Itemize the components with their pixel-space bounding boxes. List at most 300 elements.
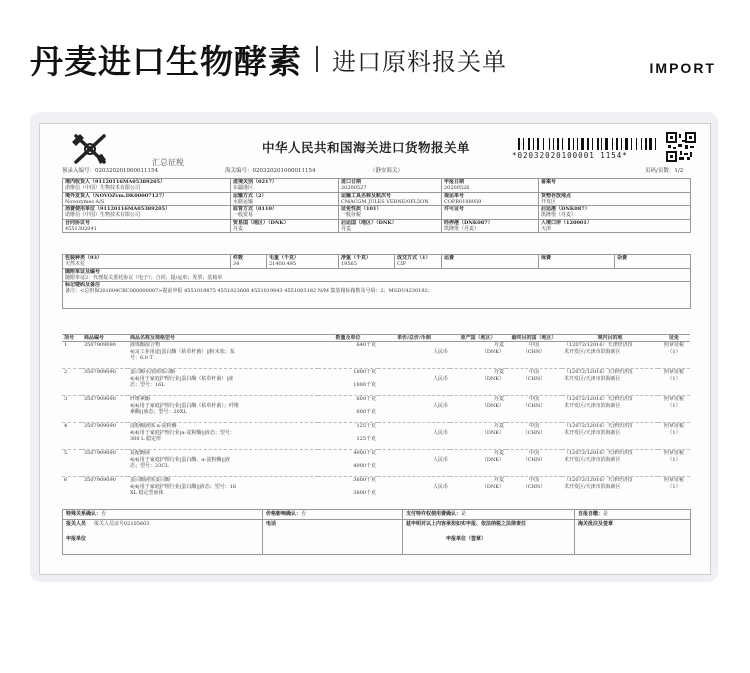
goods-cell — [450, 396, 506, 423]
goods-dest2: （CHN） — [522, 456, 546, 463]
barcode-bar — [653, 138, 654, 150]
goods-qty2: 1800千克 — [353, 382, 376, 389]
bol-value: COPR0198959 — [444, 198, 482, 205]
goods-cell — [562, 342, 658, 369]
goods-cell — [82, 477, 128, 504]
terms-label: 成交方式（1） — [397, 255, 431, 261]
grid-row-parties — [63, 179, 691, 193]
goods-cell — [62, 477, 82, 504]
goods-cell — [128, 477, 318, 504]
goods-qty: 1800千克 — [353, 369, 376, 376]
goods-spec2: 号：6.0 T — [130, 355, 153, 362]
shipper-label: 境外发货人（NOVOZvm.DK00007127） — [65, 192, 168, 199]
royalty-value: 是 — [461, 511, 467, 517]
goods-header-cell: 原产国（地区） — [450, 335, 506, 342]
contract-value: 4551302041 — [65, 226, 97, 233]
self-tax-label: 自报自缴： — [578, 511, 604, 517]
goods-no: 4 — [64, 423, 68, 430]
goods-cell — [506, 477, 562, 504]
goods-no: 5 — [64, 450, 68, 457]
bol-label: 提运单号 — [444, 192, 465, 199]
goods-name: 液体酶混合物 — [130, 342, 161, 349]
barcode-bar — [609, 138, 611, 150]
goods-dest2: （CHN） — [522, 429, 546, 436]
goods-spec2: 素酶||液态；型号：20XL — [130, 409, 187, 416]
vessel-label: 运输工具名称及航次号 — [341, 192, 392, 199]
barcode-bar — [564, 138, 567, 150]
trade-country-label: 贸易国（地区）（DNK） — [233, 219, 289, 226]
consumer-value: 诺维信（中国）生物技术有限公司 — [65, 212, 141, 219]
barcode-bar — [641, 138, 642, 150]
goods-price: 人民币 — [432, 348, 448, 355]
page-count: 页码/页数：1/2 — [645, 168, 684, 174]
goods-cell — [506, 342, 562, 369]
goods-code: 3507909090 — [84, 396, 116, 403]
goods-dest2: （CHN） — [522, 348, 546, 355]
goods-cell — [378, 369, 450, 396]
goods-levy2: （1） — [667, 402, 681, 409]
barcode-bar — [633, 138, 635, 150]
barcode-bar — [612, 138, 613, 150]
via-port-label: 经停港（DNK087） — [444, 219, 493, 226]
self-tax-value: 是 — [603, 511, 609, 517]
goods-cell — [128, 450, 318, 477]
goods-price: 人民币 — [432, 483, 448, 490]
goods-cell — [562, 369, 658, 396]
barcode-bar — [540, 138, 542, 150]
goods-name: 蛋白酶水溶液体白酶 — [130, 369, 176, 376]
barcode-bar — [631, 138, 632, 150]
barcode-bar — [575, 138, 577, 150]
goods-cell — [128, 396, 318, 423]
goods-domestic: （12072/12016）天津经济技 — [564, 450, 633, 457]
insurance-label: 保费 — [541, 255, 552, 261]
customs-number: 海关编号：020320201000011154 — [225, 168, 316, 174]
goods-levy: 照章征税 — [663, 342, 684, 349]
goods-cell — [318, 369, 378, 396]
barcode-bar — [648, 138, 649, 150]
goods-domestic2: 术开发区/天津市滨海新区 — [564, 348, 621, 355]
royalty-label: 支付特许权使用费确认： — [406, 511, 462, 517]
barcode-bar — [597, 138, 599, 150]
goods-cell — [450, 342, 506, 369]
barcode-bar — [549, 138, 550, 150]
barcode-bar — [528, 138, 531, 150]
price-impact-label: 价格影响确认： — [266, 511, 302, 517]
goods-cell — [658, 450, 690, 477]
origin-country-label: 启运国（地区）（DNK） — [341, 219, 397, 226]
barcode-bar — [638, 138, 640, 150]
barcode-bar — [621, 138, 622, 150]
marks-value: 备注：<总担保201604CRC060000007>提前申报 4551019875 4551023608 4551019843 4551003182 N/M 集装箱标箱数及号码：2；MSDU4230192； — [65, 288, 433, 295]
barcode-bar — [657, 138, 659, 150]
barcode-bar — [571, 138, 572, 150]
goods-origin: 丹麦 — [493, 450, 504, 457]
customs-emblem-icon — [70, 132, 110, 166]
declarant-label: 报关人员 — [66, 521, 87, 527]
barcode-bar — [601, 138, 602, 150]
headline-divider — [316, 46, 318, 72]
footer-confirm-row — [63, 510, 691, 520]
barcode-bar — [623, 138, 625, 150]
transport-value: 水路运输 — [233, 198, 254, 205]
goods-origin2: （DNK） — [481, 429, 504, 436]
goods-levy: 照章征税 — [663, 423, 684, 430]
goods-row — [62, 423, 690, 450]
declaration-footer — [62, 509, 691, 555]
port-label: 进境关别（0217） — [233, 179, 277, 185]
goods-spec: 4|4|用于家庭护理行业|蛋白酶（枯草杆菌）；纤维 — [130, 402, 239, 409]
transport-label: 运输方式（2） — [233, 192, 267, 199]
barcode-bar — [555, 138, 556, 150]
summary-tax-stamp: 汇总征税 — [152, 158, 184, 167]
barcode-bar — [643, 138, 644, 150]
goods-domestic2: 术开发区/天津市滨海新区 — [564, 483, 621, 490]
storage-value: 开发区 — [541, 198, 557, 205]
goods-qty: 600千克 — [356, 396, 376, 403]
goods-header-cell: 境内目的地 — [562, 335, 658, 342]
goods-name: 复配酶液 — [130, 450, 151, 457]
goods-cell — [378, 423, 450, 450]
goods-cell — [318, 342, 378, 369]
goods-dest2: （CHN） — [522, 375, 546, 382]
package-value: 天然木托 — [65, 261, 86, 268]
consumer-label: 消费使用单位（91120116MA05389205） — [65, 206, 171, 213]
goods-header-cell: 最终目的国（地区） — [506, 335, 562, 342]
goods-dest2: （CHN） — [522, 402, 546, 409]
goods-levy: 照章征税 — [663, 450, 684, 457]
goods-cell — [562, 423, 658, 450]
net-weight-value: 19565 — [341, 261, 357, 268]
goods-qty2: 600千克 — [356, 409, 376, 416]
goods-qty2: 125千克 — [356, 436, 376, 443]
declare-date-label: 申报日期 — [444, 179, 465, 185]
barcode-bar — [543, 138, 544, 150]
pre-entry-number: 预录入编号：020320201000011154 — [62, 168, 158, 174]
levy-nature-value: 一般征税 — [341, 212, 362, 219]
goods-cell — [62, 369, 82, 396]
goods-levy: 照章征税 — [663, 369, 684, 376]
barcode-bar — [577, 138, 578, 150]
marks-label: 标记唛码及备注 — [65, 282, 101, 289]
barcode-bar — [535, 138, 536, 150]
barcode-bar — [585, 138, 586, 150]
goods-levy2: （1） — [667, 456, 681, 463]
import-date-value: 20200527 — [341, 185, 367, 192]
goods-row — [62, 396, 690, 423]
goods-qty: 4000千克 — [353, 450, 376, 457]
goods-table — [62, 334, 690, 503]
departure-port-value: 凯隆堡（丹麦） — [541, 212, 577, 219]
special-relation-value: 否 — [101, 511, 107, 517]
barcode-bar — [587, 138, 589, 150]
goods-origin2: （DNK） — [481, 402, 504, 409]
goods-origin2: （DNK） — [481, 456, 504, 463]
declare-unit-seal: 申报单位（签章） — [446, 536, 487, 542]
goods-levy2: （1） — [667, 483, 681, 490]
goods-header-cell: 数量及单位 — [318, 335, 378, 342]
goods-dest: 中国 — [528, 423, 539, 430]
documents-label: 随附单证及编号 — [65, 268, 101, 275]
goods-domestic2: 术开发区/天津市滨海新区 — [564, 375, 621, 382]
phone-label: 电话 — [266, 521, 277, 527]
barcode-bar — [568, 138, 570, 150]
goods-dest: 中国 — [528, 477, 539, 484]
goods-dest: 中国 — [528, 396, 539, 403]
goods-levy2: （1） — [667, 375, 681, 382]
goods-no: 2 — [64, 369, 68, 376]
license-value — [444, 212, 536, 218]
barcode-bar — [581, 138, 584, 150]
goods-cell — [562, 450, 658, 477]
customs-remark-label: 海关批注及签章 — [578, 521, 614, 527]
goods-qty: 3600千克 — [353, 477, 376, 484]
goods-cell — [450, 369, 506, 396]
goods-cell — [318, 396, 378, 423]
barcode-bar — [545, 138, 548, 150]
goods-cell — [562, 396, 658, 423]
levy-nature-label: 征免性质（101） — [341, 206, 382, 213]
goods-origin: 丹麦 — [493, 423, 504, 430]
goods-cell — [318, 423, 378, 450]
grid-row-marks — [63, 282, 691, 309]
grid-row-documents — [63, 268, 691, 282]
barcode-bar — [537, 138, 539, 150]
goods-cell — [128, 369, 318, 396]
gross-weight-value: 21400.495 — [269, 261, 297, 268]
goods-cell — [450, 423, 506, 450]
goods-domestic: （12072/12016）天津经济技 — [564, 477, 633, 484]
import-label: IMPORT — [649, 60, 716, 76]
barcode-bar — [551, 138, 552, 150]
goods-spec: 4|4|用于家庭护理行业|蛋白酶、α-淀粉酶||液 — [130, 456, 230, 463]
goods-cell — [62, 450, 82, 477]
goods-price: 人民币 — [432, 375, 448, 382]
goods-row — [62, 450, 690, 477]
goods-cell — [658, 342, 690, 369]
goods-no: 3 — [64, 396, 68, 403]
declarant-cert: 报关人员证号02105603 — [93, 521, 150, 527]
entry-port-label: 入境口岸（120001） — [541, 219, 592, 226]
goods-cell — [62, 342, 82, 369]
supervision-label: 监管方式（0110） — [233, 206, 277, 213]
goods-cell — [658, 396, 690, 423]
vessel-value: CMACGM JULES VERNE/0FL5ON — [341, 198, 429, 205]
barcode-bar — [614, 138, 615, 150]
goods-spec: 4|4|用于家庭护理行业|蛋白酶（枯草杆菌）|液 — [130, 375, 234, 382]
goods-cell — [506, 396, 562, 423]
goods-row — [62, 477, 690, 504]
storage-label: 货物存放地点 — [541, 192, 572, 199]
goods-levy2: （1） — [667, 429, 681, 436]
customs-office: （静安海关） — [370, 168, 404, 174]
goods-origin: 丹麦 — [493, 477, 504, 484]
package-label: 包装种类（93） — [65, 255, 102, 261]
goods-origin: 丹麦 — [493, 342, 504, 349]
goods-header-cell: 单价/总价/币制 — [378, 335, 450, 342]
goods-cell — [62, 396, 82, 423]
goods-qty2: 3600千克 — [353, 490, 376, 497]
goods-cell — [378, 477, 450, 504]
goods-price: 人民币 — [432, 429, 448, 436]
goods-header-cell: 商品名称及规格型号 — [128, 335, 318, 342]
barcode-bar — [573, 138, 574, 150]
goods-cell — [450, 450, 506, 477]
barcode-bar — [600, 138, 601, 150]
goods-table-header — [62, 335, 690, 342]
goods-domestic: （12072/12016）天津经济技 — [564, 342, 633, 349]
goods-header-cell: 项号 — [62, 335, 82, 342]
barcode-bar — [590, 138, 591, 150]
price-impact-value: 否 — [301, 511, 307, 517]
freight-label: 运费 — [444, 255, 455, 261]
goods-code: 3507909090 — [84, 369, 116, 376]
goods-levy2: （1） — [667, 348, 681, 355]
goods-name: 蛋白酶液体蛋白酶 — [130, 477, 171, 484]
barcode-bar — [557, 138, 559, 150]
goods-row — [62, 342, 690, 369]
headline-title: 丹麦进口生物酵素 — [30, 41, 302, 81]
goods-levy: 照章征税 — [663, 396, 684, 403]
goods-cell — [506, 450, 562, 477]
goods-header-cell: 征免 — [658, 335, 690, 342]
goods-spacer — [320, 349, 376, 355]
goods-cell — [506, 423, 562, 450]
goods-cell — [318, 450, 378, 477]
goods-name: 淀粉酶液体 α-淀粉酶 — [130, 423, 177, 430]
headline-subtitle: 进口原料报关单 — [332, 47, 507, 76]
goods-price: 人民币 — [432, 402, 448, 409]
goods-cell — [82, 342, 128, 369]
declare-unit-label: 申报单位 — [66, 536, 87, 542]
customs-declaration-document — [39, 123, 711, 575]
barcode-bar — [605, 138, 608, 150]
pieces-label: 件数 — [233, 255, 244, 261]
page-headline — [30, 34, 507, 84]
barcode-bar — [603, 138, 604, 150]
goods-cell — [62, 423, 82, 450]
goods-dest2: （CHN） — [522, 483, 546, 490]
goods-cell — [82, 369, 128, 396]
grid-row-supervision — [63, 206, 691, 220]
barcode-bar — [579, 138, 580, 150]
goods-dest: 中国 — [528, 342, 539, 349]
goods-header-cell: 商品编号 — [82, 335, 128, 342]
goods-domestic2: 术开发区/天津市滨海新区 — [564, 402, 621, 409]
supervision-value: 一般贸易 — [233, 212, 254, 219]
barcode-bar — [518, 138, 520, 150]
goods-qty2: 4000千克 — [353, 463, 376, 470]
terms-value: CIF — [397, 261, 407, 268]
grid-row-transport — [63, 192, 691, 206]
goods-origin2: （DNK） — [481, 375, 504, 382]
declare-date-value: 20200526 — [444, 185, 470, 192]
pieces-value: 34 — [233, 261, 240, 268]
entry-port-value: 天津 — [541, 226, 552, 233]
consignee-label: 境内收货人（91120116MA05389205） — [65, 179, 166, 185]
goods-cell — [378, 450, 450, 477]
goods-code: 3507909090 — [84, 477, 116, 484]
consignee-value: 诺维信（中国）生物技术有限公司 — [65, 185, 141, 192]
barcode-bar — [594, 138, 596, 150]
goods-qty: 125千克 — [356, 423, 376, 430]
legal-statement: 兹申明对以上内容承担如实申报、依法纳税之法律责任 — [406, 521, 527, 527]
goods-origin2: （DNK） — [481, 483, 504, 490]
document-title: 中华人民共和国海关进口货物报关单 — [262, 140, 471, 155]
barcode-bar — [616, 138, 618, 150]
barcode-bar — [649, 138, 652, 150]
barcode-bar — [629, 138, 630, 150]
trade-country-value: 丹麦 — [233, 226, 244, 233]
goods-cell — [658, 369, 690, 396]
goods-origin2: （DNK） — [481, 348, 504, 355]
goods-cell — [658, 423, 690, 450]
goods-cell — [128, 423, 318, 450]
barcode-bar — [645, 138, 647, 150]
gross-weight-label: 毛重（千克） — [269, 255, 300, 261]
goods-code: 3507909090 — [84, 342, 116, 349]
record-value — [541, 185, 688, 191]
contract-label: 合同协议号 — [65, 219, 91, 226]
origin-country-value: 丹麦 — [341, 226, 352, 233]
barcode-bar — [533, 138, 534, 150]
misc-fee-label: 杂费 — [617, 255, 628, 261]
goods-no: 1 — [64, 342, 68, 349]
goods-row — [62, 369, 690, 396]
barcode-text: *02032020100001 1154* — [512, 151, 628, 160]
special-relation-label: 特殊关系确认： — [66, 511, 102, 517]
goods-spec2: XL 稳定型液体 — [130, 490, 164, 497]
barcode-bar — [562, 138, 563, 150]
port-value: 东疆港区 — [233, 185, 254, 192]
goods-spec: 4|3|工业用途|蛋白酶（枯草杆菌）||粉末状；泵 — [130, 348, 235, 355]
goods-code: 3507909090 — [84, 423, 116, 430]
goods-levy: 照章征税 — [663, 477, 684, 484]
goods-spec2: 态；型号：16L — [130, 382, 165, 389]
barcode-bar — [531, 138, 532, 150]
goods-cell — [82, 396, 128, 423]
goods-spec: 4|4|用于家庭护理行业|α-淀粉酶||液态；型号： — [130, 429, 235, 436]
footer-sign-row — [63, 520, 691, 555]
goods-dest: 中国 — [528, 450, 539, 457]
goods-domestic2: 术开发区/天津市滨海新区 — [564, 456, 621, 463]
goods-no: 6 — [64, 477, 68, 484]
goods-name: 纤维素酶 — [130, 396, 151, 403]
goods-cell — [82, 450, 128, 477]
goods-spec: 4|4|用于家庭护理行业|蛋白酶||液态；型号：16 — [130, 483, 237, 490]
goods-origin: 丹麦 — [493, 369, 504, 376]
goods-cell — [450, 477, 506, 504]
goods-code: 3507909090 — [84, 450, 116, 457]
goods-qty: 640千克 — [356, 342, 376, 349]
documents-value: 随附单证2：代理报关委托协议（电子）；合同；提/运单；发票；装箱单 — [65, 274, 223, 281]
barcode-bar — [592, 138, 593, 150]
goods-cell — [506, 369, 562, 396]
net-weight-label: 净重（千克） — [341, 255, 372, 261]
grid-row-packing — [63, 255, 691, 269]
goods-spec2: 态；型号：23CL — [130, 463, 169, 470]
departure-port-label: 启运港（DNK087） — [541, 206, 590, 213]
via-port-value: 凯隆堡（丹麦） — [444, 226, 480, 233]
packing-grid — [62, 254, 691, 309]
declaration-grid — [62, 178, 691, 233]
barcode-bar — [521, 138, 522, 150]
barcode-bar — [636, 138, 637, 150]
goods-dest: 中国 — [528, 369, 539, 376]
goods-domestic: （12072/12016）天津经济技 — [564, 369, 633, 376]
grid-row-trade — [63, 219, 691, 233]
goods-cell — [562, 477, 658, 504]
